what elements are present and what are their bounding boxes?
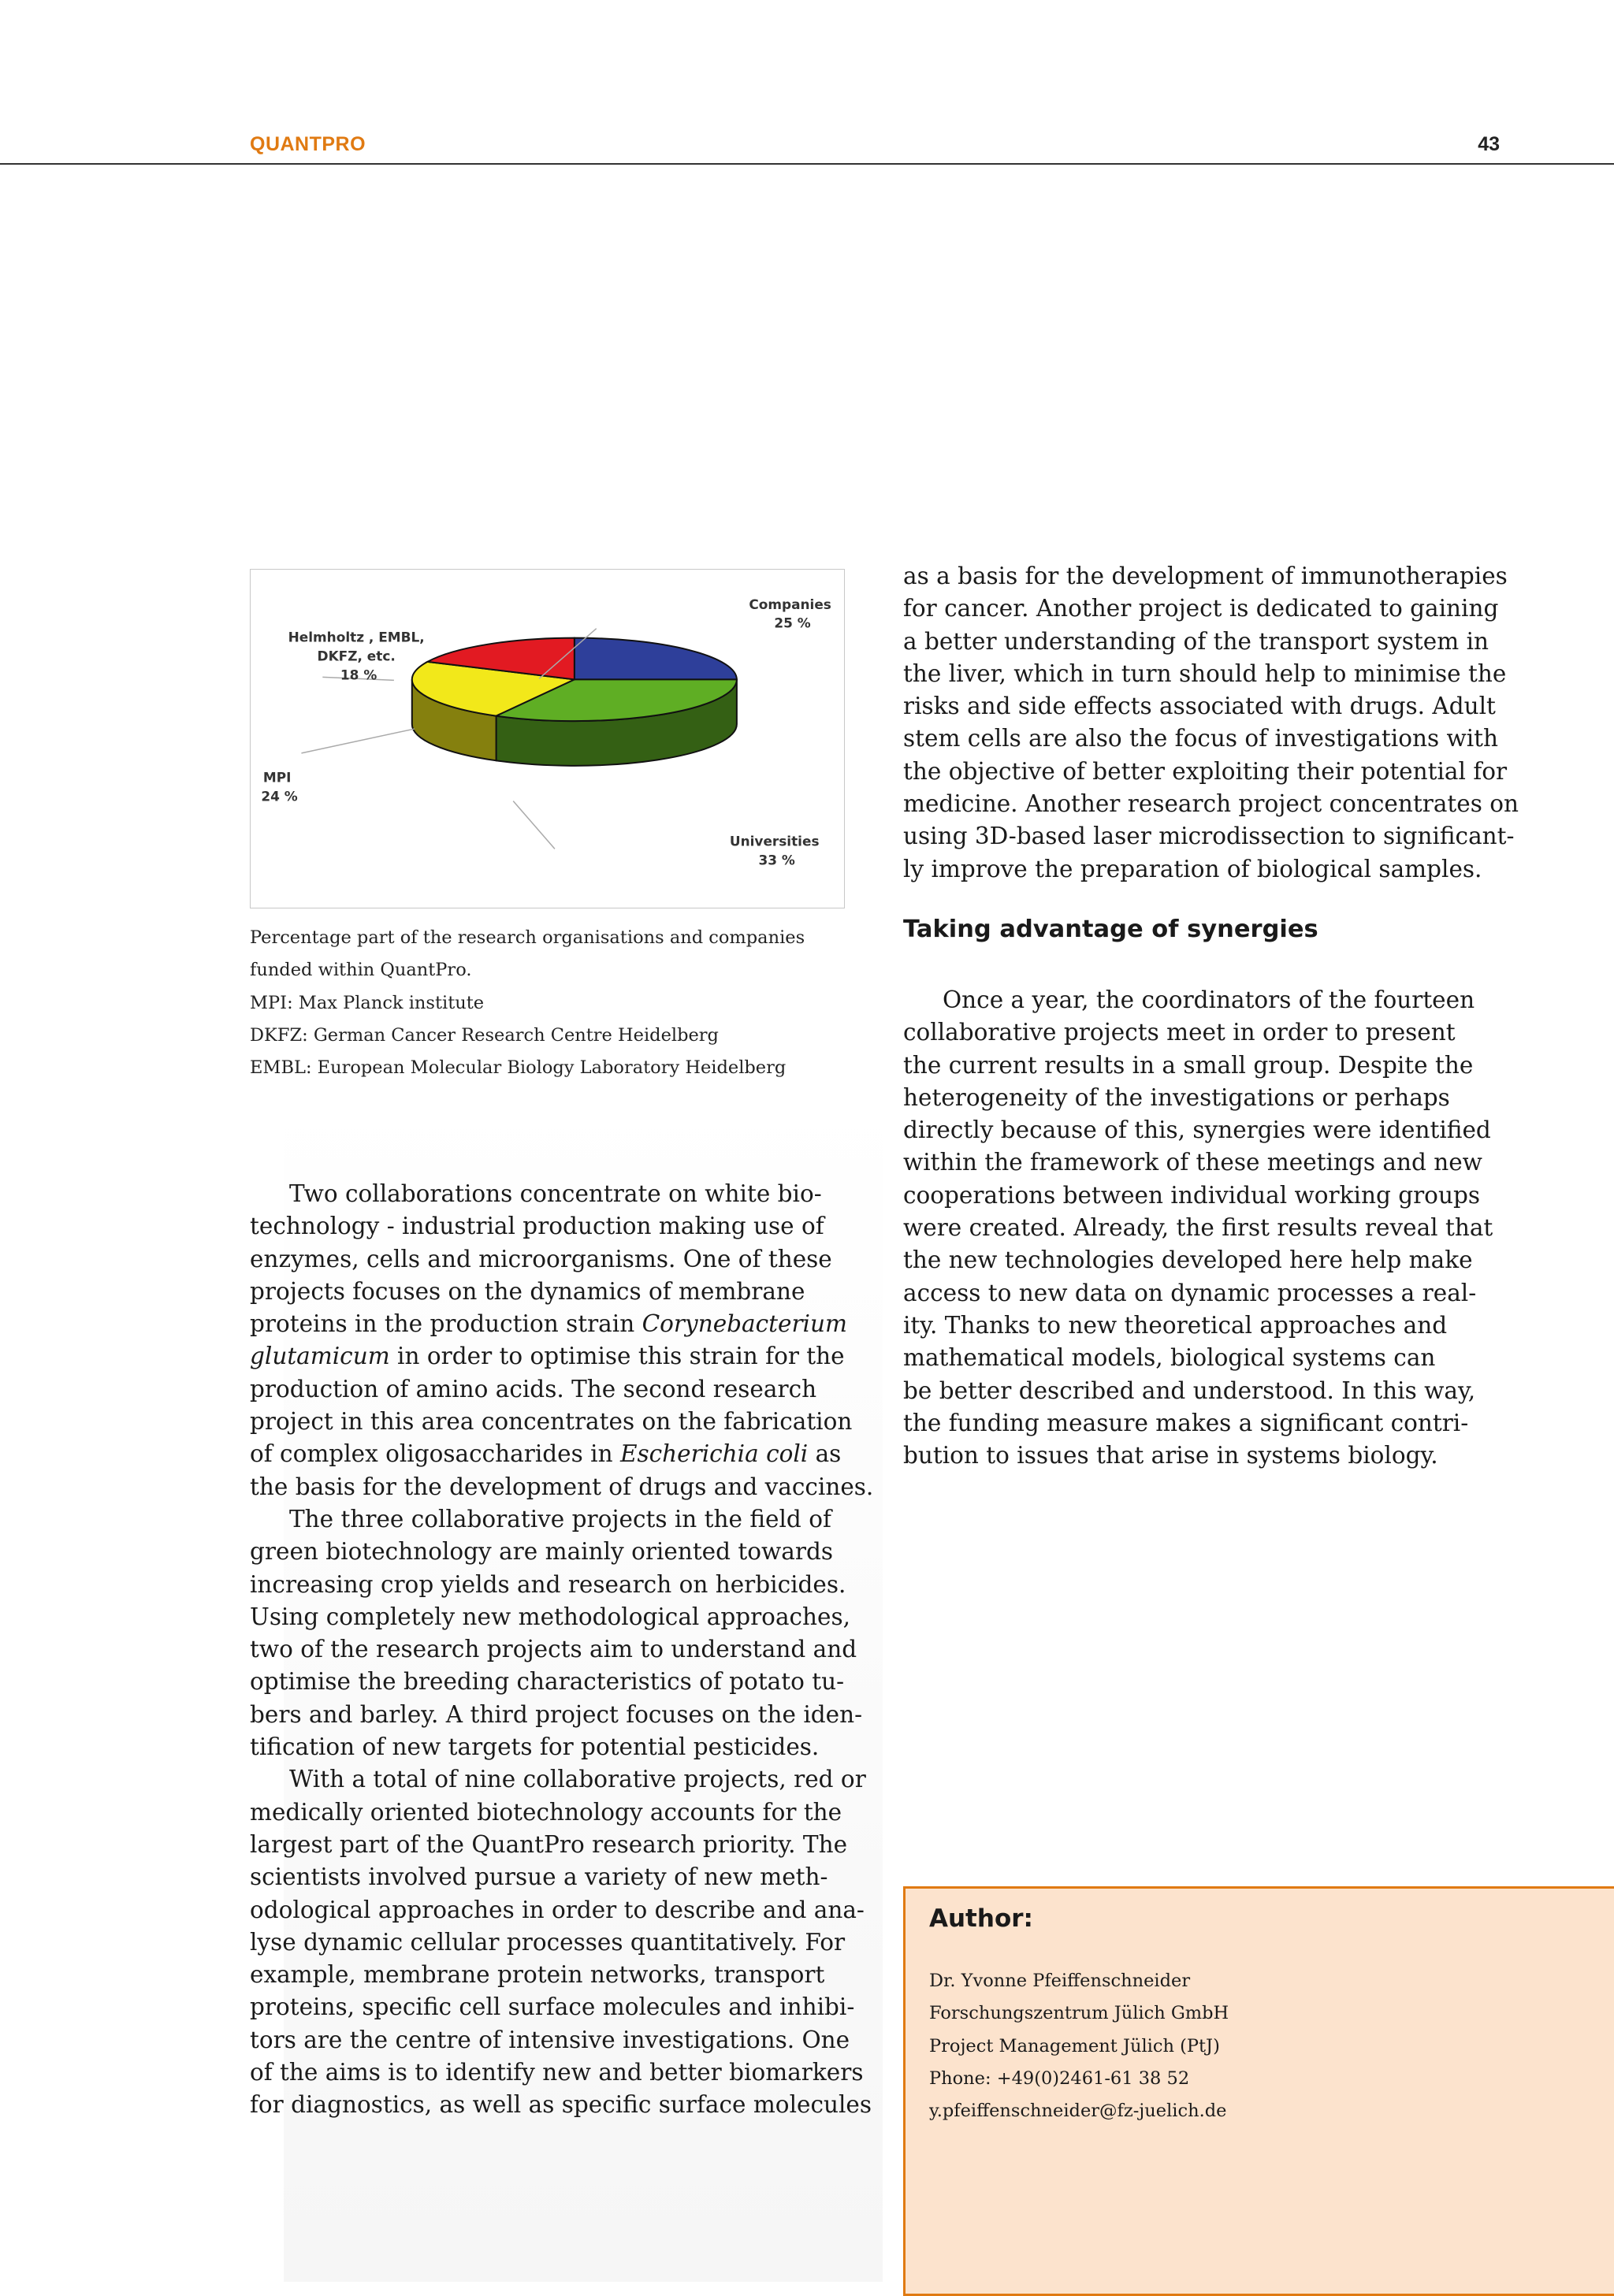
caption-line: funded within QuantPro. [250, 960, 472, 981]
label-mpi: MPI 24 % [261, 769, 298, 804]
author-name: Dr. Yvonne Pfeiffenschneider [929, 1971, 1191, 1991]
text-line: within the framework of these meetings and new [903, 1149, 1482, 1176]
text-line: tification of new targets for potential pesticides. [250, 1733, 820, 1761]
author-phone: Phone: +49(0)2461-61 38 52 [929, 2068, 1190, 2089]
text-line: scientists involved pursue a variety of new meth- [250, 1863, 828, 1891]
text-line: technology - industrial production making use of [250, 1213, 824, 1240]
author-organisation: Forschungszentrum Jülich GmbH [929, 2003, 1229, 2024]
text-line: ity. Thanks to new theoretical approaches and [903, 1311, 1448, 1339]
text-line: ly improve the preparation of biological samples. [903, 855, 1482, 882]
paragraph-green-biotech [250, 1503, 863, 1763]
author-box [903, 1886, 1614, 2296]
paragraph-white-biotech [250, 1178, 874, 1503]
text-line: bers and barley. A third project focuses on the iden- [250, 1700, 863, 1728]
left-column [250, 1178, 874, 2122]
text-line: proteins in the production strain Corynebacterium [250, 1310, 847, 1338]
author-email: y.pfeiffenschneider@fz-juelich.de [929, 2101, 1227, 2122]
text-line: as a basis for the development of immunotherapies [903, 563, 1508, 589]
text-line: The three collaborative projects in the field of [289, 1505, 831, 1533]
text-line: example, membrane protein networks, transport [250, 1961, 825, 1989]
text-line: production of amino acids. The second research [250, 1375, 817, 1402]
text-line: medically oriented biotechnology accounts for the [250, 1798, 842, 1826]
section-heading: Taking advantage of synergies [903, 916, 1318, 943]
pie-slice-companies [575, 638, 737, 680]
text-line: largest part of the QuantPro research priority. The [250, 1830, 848, 1858]
leader-mpi [301, 729, 414, 753]
section-label: QUANTPRO [250, 133, 366, 155]
text-line: a better understanding of the transport system in [903, 627, 1489, 655]
author-department: Project Management Jülich (PtJ) [929, 2035, 1220, 2056]
label-companies: Companies 25 % [749, 596, 831, 631]
text-line: Once a year, the coordinators of the fourteen [943, 986, 1475, 1013]
text-line: for diagnostics, as well as specific surface molecules [250, 2091, 872, 2119]
text-line: the funding measure makes a significant contri- [903, 1409, 1469, 1436]
text-line: of the aims is to identify new and better biomarkers [250, 2059, 864, 2086]
text-line: the new technologies developed here help make [903, 1246, 1473, 1274]
text-line: projects focuses on the dynamics of membrane [250, 1277, 805, 1305]
text-line: the current results in a small group. Despite the [903, 1051, 1474, 1079]
text-line: odological approaches in order to describe and ana- [250, 1896, 865, 1923]
figure-caption [250, 922, 817, 1084]
text-line: optimise the breeding characteristics of potato tu- [250, 1668, 845, 1696]
right-column-top [903, 560, 1519, 886]
text-line: the liver, which in turn should help to minimise the [903, 659, 1507, 687]
text-line: heterogeneity of the investigations or perhaps [903, 1083, 1450, 1111]
page-number: 43 [1478, 133, 1500, 155]
author-title: Author: [929, 1904, 1033, 1933]
text-line: the basis for the development of drugs and vaccines. [250, 1473, 874, 1500]
text-line: medicine. Another research project concentrates on [903, 790, 1519, 818]
caption-line: DKFZ: German Cancer Research Centre Heidelberg [250, 1024, 719, 1046]
leader-universities [513, 801, 555, 849]
author-details [929, 1965, 1229, 2127]
text-line: were created. Already, the first results reveal that [903, 1214, 1493, 1242]
text-line: access to new data on dynamic processes a real- [903, 1279, 1477, 1306]
header-rule [0, 163, 1614, 165]
caption-line: Percentage part of the research organisations and companies [250, 927, 805, 948]
text-line: Using completely new methodological approaches, [250, 1603, 851, 1630]
paragraph-red-biotech [250, 1763, 872, 2121]
text-line: be better described and understood. In this way, [903, 1376, 1476, 1404]
text-line: tors are the centre of intensive investigations. One [250, 2026, 850, 2053]
text-line: mathematical models, biological systems can [903, 1344, 1436, 1372]
text-line: of complex oligosaccharides in Escherichia coli as [250, 1440, 842, 1468]
text-line: two of the research projects aim to understand and [250, 1636, 857, 1663]
text-line: green biotechnology are mainly oriented towards [250, 1538, 833, 1566]
label-helmholtz: Helmholtz , EMBL, DKFZ, etc. 18 % [288, 629, 425, 683]
text-line: With a total of nine collaborative projects, red or [289, 1766, 866, 1793]
text-line: cooperations between individual working groups [903, 1181, 1480, 1209]
text-line: Two collaborations concentrate on white bio- [289, 1180, 822, 1207]
text-line: for cancer. Another project is dedicated to gaining [903, 595, 1499, 622]
text-line: risks and side effects associated with drugs. Adult [903, 693, 1496, 720]
text-line: directly because of this, synergies were identified [903, 1116, 1491, 1144]
caption-line: EMBL: European Molecular Biology Laboratory Heidelberg [250, 1057, 787, 1079]
caption-line: MPI: Max Planck institute [250, 992, 485, 1013]
text-line: glutamicum in order to optimise this strain for the [250, 1343, 845, 1370]
text-line: increasing crop yields and research on herbicides. [250, 1570, 846, 1598]
text-line: the objective of better exploiting their potential for [903, 757, 1508, 785]
text-line: stem cells are also the focus of investigations with [903, 725, 1499, 752]
right-column-synergies [903, 984, 1510, 1472]
label-universities: Universities 33 % [729, 833, 820, 868]
text-line: proteins, specific cell surface molecules and inhibi- [250, 1993, 855, 2021]
pie-slices [412, 638, 737, 766]
text-line: collaborative projects meet in order to present [903, 1019, 1456, 1046]
text-line: project in this area concentrates on the fabrication [250, 1408, 853, 1436]
pie-chart [250, 569, 845, 908]
text-line: enzymes, cells and microorganisms. One of these [250, 1245, 832, 1272]
text-line: using 3D-based laser microdissection to significant- [903, 823, 1515, 850]
text-line: bution to issues that arise in systems biology. [903, 1442, 1438, 1469]
text-line: lyse dynamic cellular processes quantitatively. For [250, 1928, 846, 1956]
